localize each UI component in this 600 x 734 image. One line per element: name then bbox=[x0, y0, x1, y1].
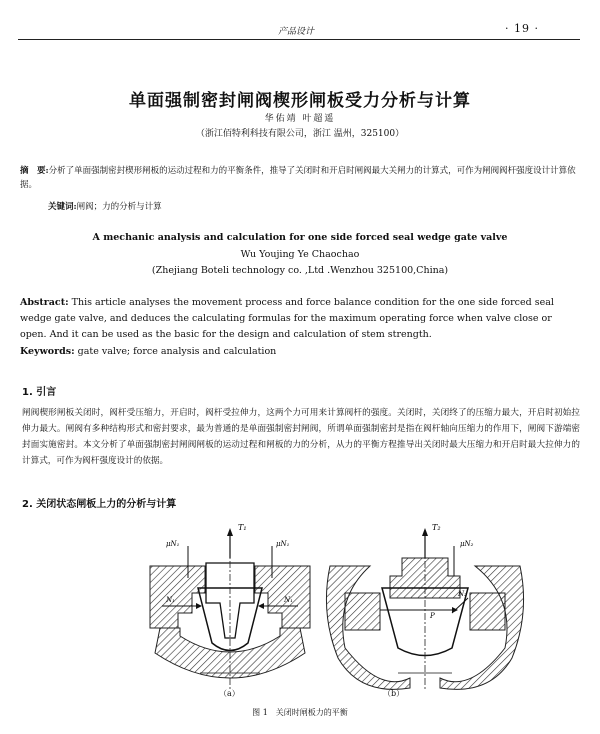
header-rule bbox=[18, 39, 580, 40]
running-header bbox=[0, 22, 600, 38]
label-muN1-left: μN₁ bbox=[166, 540, 180, 548]
abstract-cn bbox=[20, 164, 580, 192]
abstract-cn-text: 分析了单面强制密封楔形闸板的运动过程和力的平衡条件，推导了关闭时和开启时闸阀最大关闸力的计算式，可作为闸阀阀杆强度设计计算依据。 bbox=[20, 166, 576, 190]
english-title: A mechanic analysis and calculation for one side forced seal wedge gate valve bbox=[92, 232, 508, 243]
keywords-en-text: gate valve; force analysis and calculation bbox=[77, 346, 277, 357]
section-1-heading: 1. 引言 bbox=[22, 387, 57, 398]
keywords-en-label: Keywords: bbox=[20, 346, 75, 357]
keywords-cn-text: 闸阀；力的分析与计算 bbox=[76, 202, 162, 212]
abstract-en-text: This article analyses the movement process and force balance condition for the one side forced seal wedge gate valve, and deduces the calculating formulas for the maximum operating force when valve close or open. And it can be used as the basic for the design and calculation of stem strength. bbox=[20, 297, 554, 340]
paper-authors: 华佑靖 叶超遥 bbox=[264, 114, 336, 124]
section-1-text: 闸阀楔形闸板关闭时，阀杆受压缩力，开启时，阀杆受拉伸力，这两个力可用来计算阀杆的强度。关闭时，关闭终了的压缩力最大，开启时初始拉伸力最大。闸阀有多种结构形式和密封要求，最为普通的是单面强制密封闸阀，所谓单面强制密封是指在阀杆轴向压缩力的作用下，闸阀下游端密封面实施密封。本文分析了单面强制密封闸阀闸板的运动过程和闸板的力的分析，从力的平衡方程推导出关闭时最大压缩力和开启时最大拉伸力的计算式，可作为阀杆强度设计的依据。 bbox=[22, 408, 580, 466]
english-affiliation: (Zhejiang Boteli technology co. ,Ltd .Wenzhou 325100,China) bbox=[151, 265, 449, 276]
section-2-heading: 2. 关闭状态闸板上力的分析与计算 bbox=[22, 499, 177, 510]
paper-affiliation: （浙江佰特利科技有限公司，浙江 温州，325100） bbox=[195, 129, 405, 139]
caption-b: （b） bbox=[383, 689, 405, 698]
label-N2: N₂ bbox=[458, 590, 467, 598]
label-muN2: μN₂ bbox=[460, 540, 474, 548]
figure-a-drawing bbox=[150, 528, 310, 690]
keywords-cn-label: 关键词: bbox=[48, 202, 77, 212]
abstract-cn-label: 摘 要: bbox=[20, 166, 49, 176]
abstract-en bbox=[20, 295, 580, 343]
label-T2: T₂ bbox=[432, 523, 441, 532]
label-T1: T₁ bbox=[238, 523, 247, 532]
label-muN1-right: μN₁ bbox=[276, 540, 290, 548]
page-number: · 19 · bbox=[505, 22, 539, 35]
abstract-en-label: Abstract: bbox=[20, 297, 69, 308]
paper-title: 单面强制密封闸阀楔形闸板受力分析与计算 bbox=[129, 91, 471, 111]
label-N1-left: N₁ bbox=[166, 596, 175, 604]
figure-b-drawing bbox=[326, 528, 523, 690]
keywords-cn bbox=[48, 200, 162, 212]
figure-1-title: 图 1 关闭时闸板力的平衡 bbox=[252, 708, 348, 717]
figure-1 bbox=[80, 518, 550, 718]
label-N1-right: N₁ bbox=[284, 596, 293, 604]
caption-a: （a） bbox=[219, 689, 240, 698]
english-authors: Wu Youjing Ye Chaochao bbox=[240, 249, 360, 260]
header-section: 产品设计 bbox=[278, 27, 315, 37]
label-P: P bbox=[430, 612, 435, 620]
keywords-en bbox=[20, 346, 276, 357]
